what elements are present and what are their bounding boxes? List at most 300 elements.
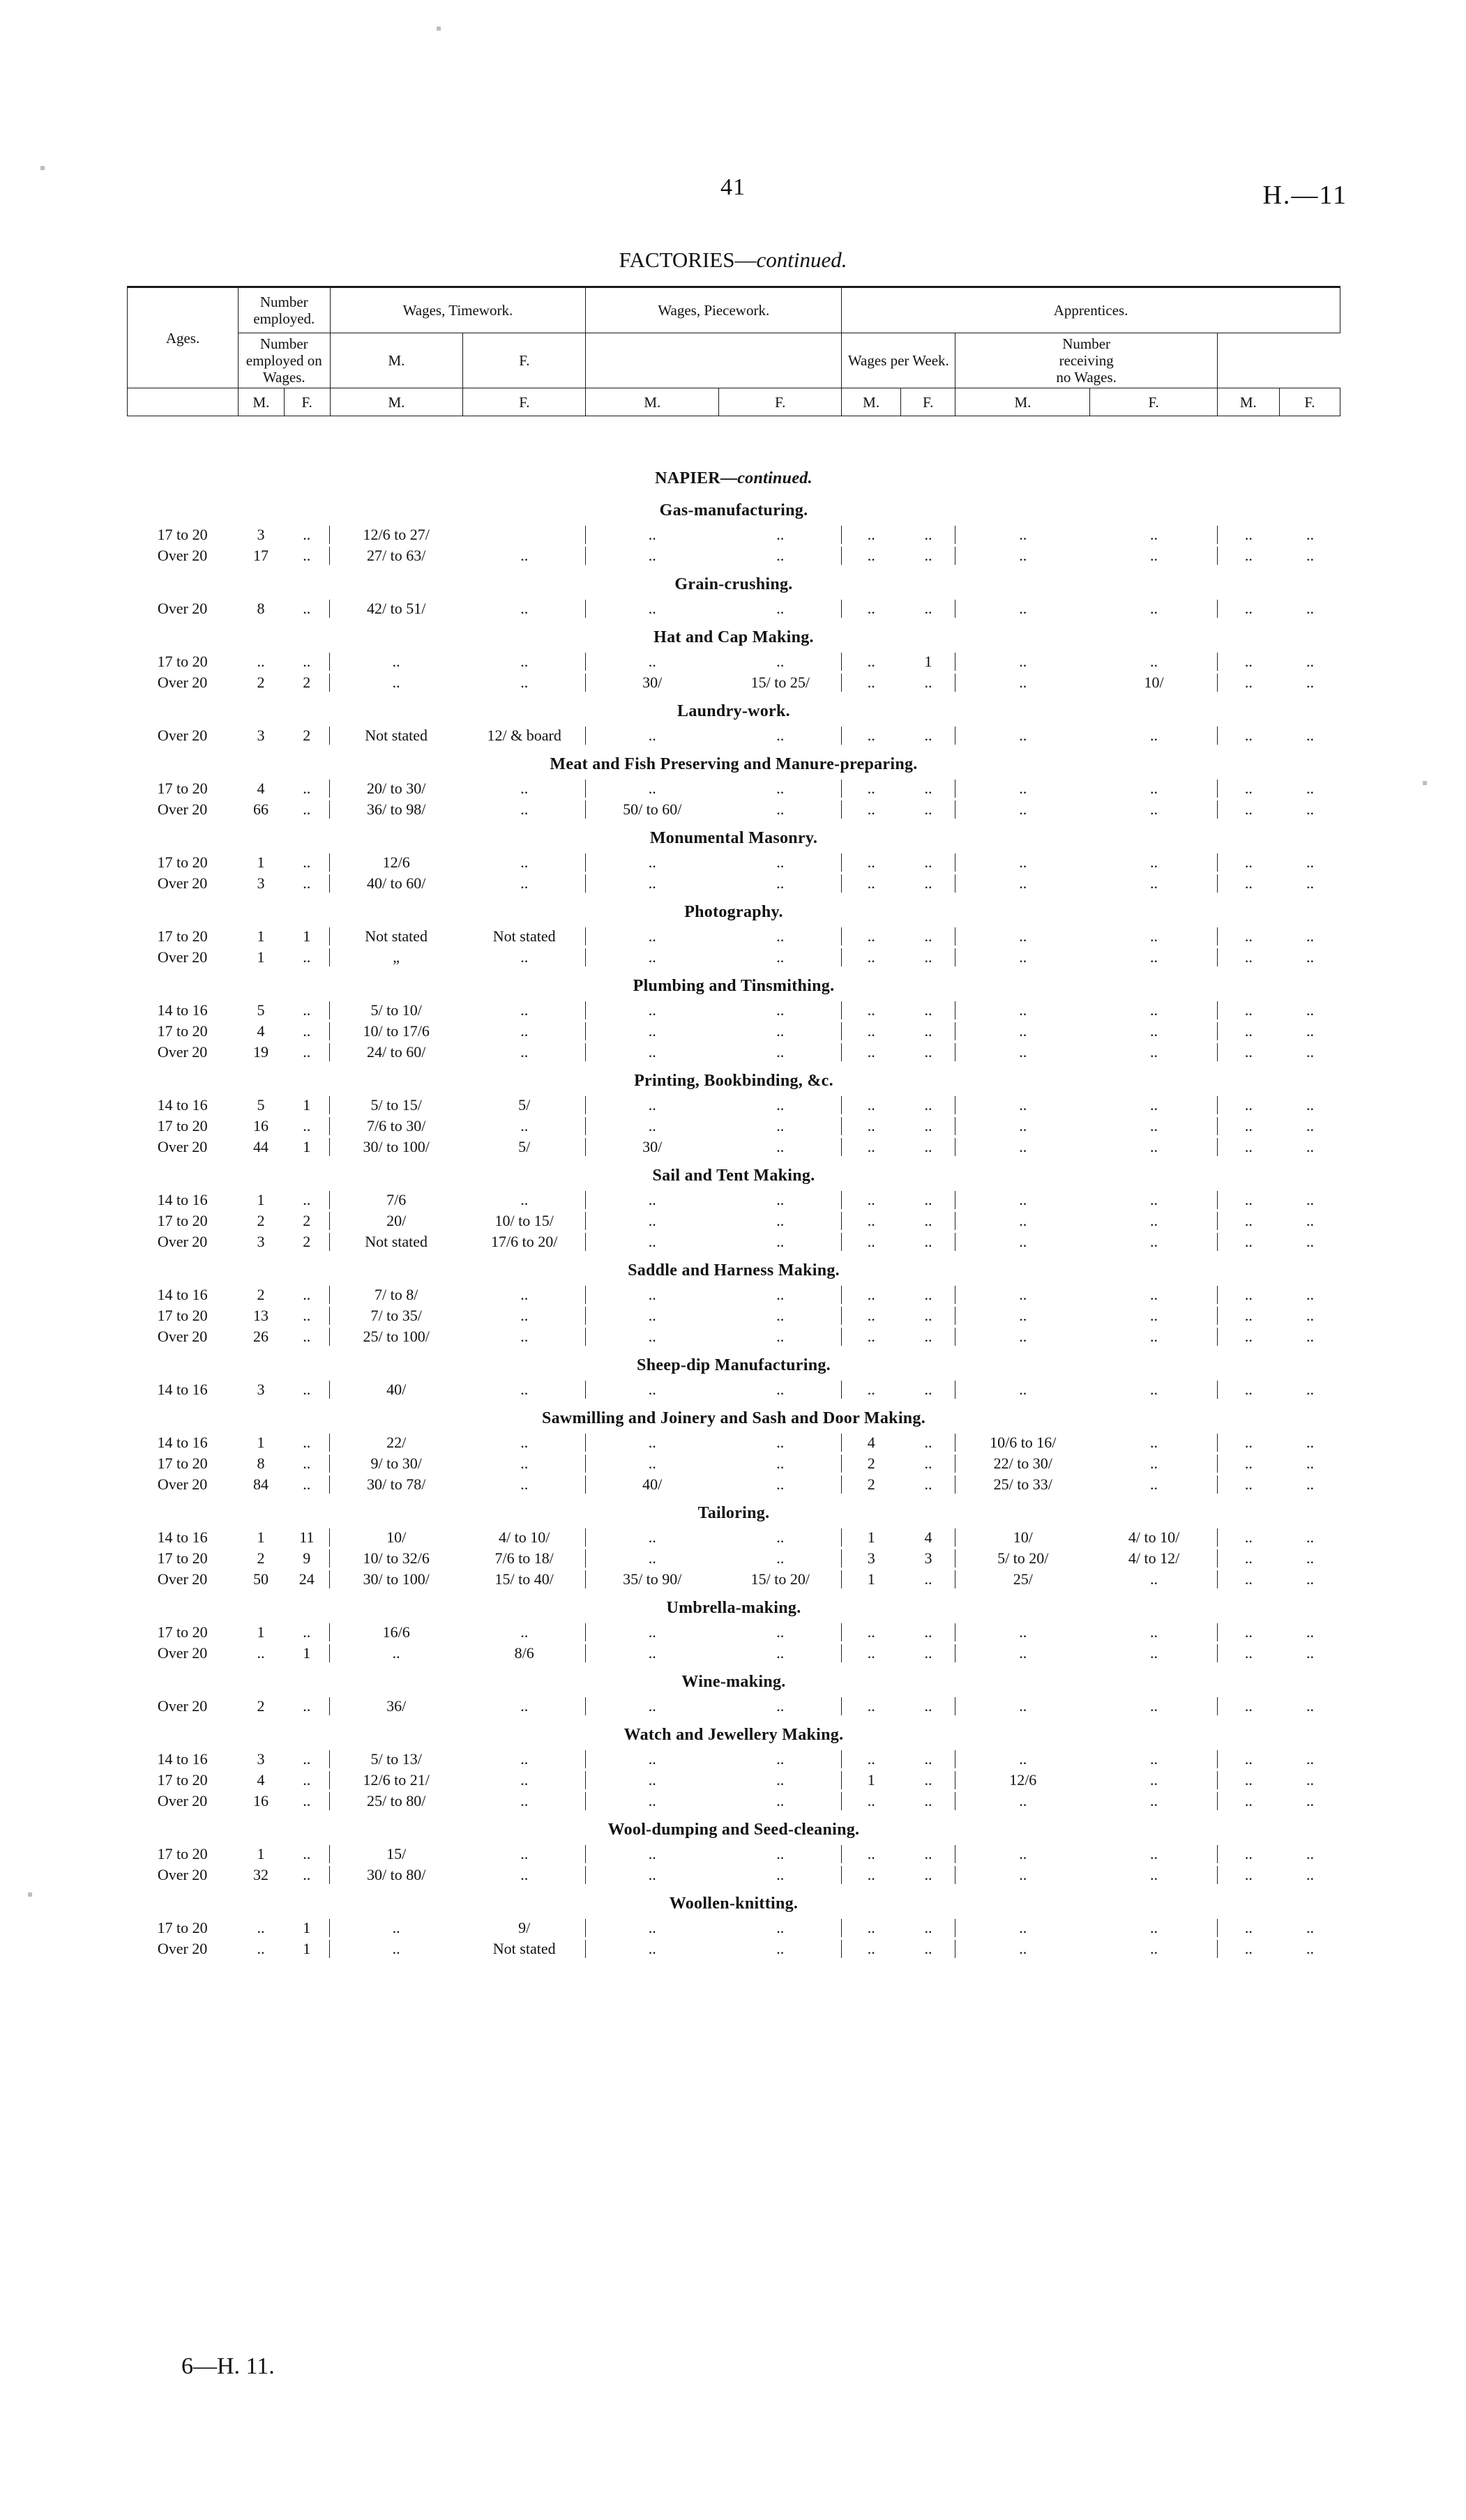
cell-an-m: .. (1244, 1096, 1253, 1114)
cell-an-m: .. (1244, 1919, 1253, 1937)
cell-wp-m: .. (648, 1381, 656, 1399)
cell-aw-m: .. (1019, 780, 1027, 798)
cell-ne-f: .. (284, 1305, 330, 1326)
cell-wt-f: .. (463, 545, 586, 566)
cell-wt-m: 7/ to 35/ (370, 1307, 422, 1325)
cell-aw-f: 10/ (1090, 672, 1217, 693)
cell-ap-f: .. (901, 1865, 956, 1885)
cell-an-m: .. (1244, 1792, 1253, 1810)
cell-wp-f: .. (719, 1379, 842, 1400)
cell-ap-m: .. (867, 1845, 875, 1863)
cell-wp-f: .. (719, 947, 842, 968)
cell-an-m: .. (1244, 1043, 1253, 1061)
cell-wt-f: .. (463, 1474, 586, 1495)
cell-wt-f: 4/ to 10/ (463, 1527, 586, 1548)
cell-ap-m: .. (867, 1644, 875, 1662)
table-row (127, 1042, 1340, 1063)
cell-ap-m: .. (867, 800, 875, 819)
cell-an-f: .. (1306, 927, 1314, 946)
table-row (127, 778, 1340, 799)
cell-ne-m: 3 (257, 526, 265, 544)
cell-wp-m: .. (648, 1919, 656, 1937)
cell-an-f: .. (1306, 526, 1314, 544)
cell-aw-m: .. (1019, 1096, 1027, 1114)
cell-ap-f: .. (901, 1844, 956, 1865)
cell-ne-f: 1 (284, 1938, 330, 1959)
cell-ap-m: .. (867, 1792, 875, 1810)
cell-ap-m: .. (867, 1096, 875, 1114)
cell-aw-m: 22/ to 30/ (993, 1455, 1052, 1473)
cell-wt-m: .. (392, 674, 400, 692)
cell-wt-m: 40/ to 60/ (366, 874, 426, 893)
cell-wt-f: .. (463, 651, 586, 672)
cell-aw-f: .. (1090, 1643, 1217, 1664)
industry-table (127, 1379, 1340, 1400)
industry-table (127, 1918, 1340, 1959)
cell-an-m: .. (1244, 1328, 1253, 1346)
cell-wp-m: .. (648, 600, 656, 618)
industry-heading: Sail and Tent Making. (652, 1167, 815, 1185)
cell-aw-f: .. (1090, 1231, 1217, 1252)
industry-heading: Hat and Cap Making. (653, 628, 814, 646)
cell-wt-m: „ (393, 948, 400, 966)
cell-aw-f: .. (1090, 1569, 1217, 1590)
cell-wp-m: .. (648, 1233, 656, 1251)
table-row (127, 672, 1340, 693)
cell-ne-m: 17 (253, 547, 269, 565)
header-ne-f: F. (463, 333, 586, 388)
cell-an-f: .. (1306, 1001, 1314, 1019)
cell-wp-f: .. (719, 1918, 842, 1938)
cell-wt-m: 25/ to 80/ (366, 1792, 426, 1810)
cell-wt-m: 10/ (386, 1528, 407, 1547)
cell-aw-m: .. (1019, 1212, 1027, 1230)
cell-ages: 14 to 16 (157, 1381, 208, 1399)
table-row (127, 1696, 1340, 1717)
cell-wt-f: 15/ to 40/ (463, 1569, 586, 1590)
cell-ap-f: 3 (901, 1548, 956, 1569)
cell-ages: 17 to 20 (157, 1307, 208, 1325)
cell-wp-m: .. (648, 1623, 656, 1641)
table-title (0, 248, 1466, 273)
cell-ne-f: .. (284, 1284, 330, 1305)
cell-ne-m: 32 (253, 1866, 269, 1884)
cell-wt-f: .. (463, 1284, 586, 1305)
cell-wt-m: 36/ (386, 1697, 407, 1715)
cell-ap-f: .. (901, 598, 956, 619)
cell-an-f: .. (1306, 1286, 1314, 1304)
cell-an-f: .. (1306, 1866, 1314, 1884)
cell-an-f: .. (1306, 674, 1314, 692)
cell-wp-m: 35/ to 90/ (623, 1570, 682, 1588)
cell-an-m: .. (1244, 1307, 1253, 1325)
cell-an-f: .. (1306, 1549, 1314, 1568)
cell-an-f: .. (1306, 1434, 1314, 1452)
cell-ne-f: .. (284, 1379, 330, 1400)
table-row (127, 1190, 1340, 1210)
cell-wp-m: .. (648, 1866, 656, 1884)
cell-ne-m: 5 (257, 1096, 265, 1114)
cell-aw-f: .. (1090, 873, 1217, 894)
cell-wt-f: .. (463, 1432, 586, 1453)
scan-speck (1423, 781, 1427, 785)
cell-an-m: .. (1244, 1455, 1253, 1473)
industry-heading: Tailoring. (697, 1504, 770, 1522)
cell-wt-m: 5/ to 15/ (370, 1096, 422, 1114)
cell-an-f: .. (1306, 1455, 1314, 1473)
table-row (127, 873, 1340, 894)
table-row (127, 1938, 1340, 1959)
cell-ne-m: 16 (253, 1792, 269, 1810)
cell-wt-f: 8/6 (463, 1643, 586, 1664)
cell-wp-m: 50/ to 60/ (623, 800, 682, 819)
cell-wp-f: .. (719, 1231, 842, 1252)
cell-aw-m: .. (1019, 853, 1027, 872)
cell-wt-m: 15/ (386, 1845, 407, 1863)
cell-aw-m: .. (1019, 727, 1027, 745)
cell-wp-f: .. (719, 1527, 842, 1548)
cell-aw-m: .. (1019, 1697, 1027, 1715)
cell-wp-f: .. (719, 545, 842, 566)
cell-ne-m: 84 (253, 1475, 269, 1494)
cell-an-f: .. (1306, 874, 1314, 893)
cell-wp-f: .. (719, 1474, 842, 1495)
cell-wt-f: 7/6 to 18/ (463, 1548, 586, 1569)
table-row (127, 598, 1340, 619)
cell-an-f: .. (1306, 853, 1314, 872)
cell-wt-f: .. (463, 778, 586, 799)
cell-wt-f: .. (463, 852, 586, 873)
cell-wt-m: 30/ to 80/ (366, 1866, 426, 1884)
cell-aw-f: .. (1090, 598, 1217, 619)
cell-wp-m: .. (648, 1771, 656, 1789)
cell-wp-m: .. (648, 1286, 656, 1304)
cell-ages: Over 20 (157, 1940, 208, 1958)
cell-ne-m: 3 (257, 1750, 265, 1768)
table-row (127, 651, 1340, 672)
cell-ne-m: 1 (257, 1191, 265, 1209)
cell-an-f: .. (1306, 1022, 1314, 1040)
cell-ages: Over 20 (157, 948, 208, 966)
industry-table (127, 524, 1340, 566)
cell-ap-m: 1 (867, 1528, 875, 1547)
cell-an-f: .. (1306, 727, 1314, 745)
cell-ages: Over 20 (157, 800, 208, 819)
cell-an-f: .. (1306, 1328, 1314, 1346)
cell-ne-m: 2 (257, 1697, 265, 1715)
cell-wt-m: Not stated (365, 1233, 428, 1251)
cell-wp-m: .. (648, 948, 656, 966)
cell-ap-f: .. (901, 672, 956, 693)
cell-ne-f: .. (284, 524, 330, 545)
cell-wp-f: .. (719, 1643, 842, 1664)
cell-wt-f: .. (463, 1021, 586, 1042)
cell-ne-m: 3 (257, 727, 265, 745)
cell-wp-f: .. (719, 1284, 842, 1305)
cell-ap-m: .. (867, 780, 875, 798)
scan-speck (40, 166, 45, 170)
cell-an-m: .. (1244, 1191, 1253, 1209)
table-row (127, 1432, 1340, 1453)
cell-an-m: .. (1244, 526, 1253, 544)
cell-an-m: .. (1244, 1001, 1253, 1019)
industry-heading: Printing, Bookbinding, &c. (634, 1072, 833, 1090)
cell-wt-m: Not stated (365, 927, 428, 946)
cell-aw-m: .. (1019, 1043, 1027, 1061)
cell-an-m: .. (1244, 674, 1253, 692)
cell-ages: Over 20 (157, 600, 208, 618)
cell-an-m: .. (1244, 780, 1253, 798)
cell-ap-f: .. (901, 1938, 956, 1959)
cell-wp-f: .. (719, 524, 842, 545)
cell-ne-m: 8 (257, 1455, 265, 1473)
cell-wp-m: .. (648, 526, 656, 544)
cell-wt-m: 7/ to 8/ (374, 1286, 418, 1304)
cell-aw-m: .. (1019, 1191, 1027, 1209)
cell-ne-f: .. (284, 852, 330, 873)
cell-wt-f: .. (463, 1326, 586, 1347)
cell-aw-m: .. (1019, 1750, 1027, 1768)
cell-ne-m: 1 (257, 948, 265, 966)
cell-aw-m: .. (1019, 526, 1027, 544)
cell-ap-m: .. (867, 1001, 875, 1019)
cell-ne-f: .. (284, 651, 330, 672)
cell-aw-m: .. (1019, 1623, 1027, 1641)
cell-wt-m: 20/ to 30/ (366, 780, 426, 798)
table-row (127, 852, 1340, 873)
cell-aw-f: .. (1090, 1284, 1217, 1305)
cell-ages: 14 to 16 (157, 1286, 208, 1304)
table-row (127, 1379, 1340, 1400)
header-ap-f: F. (901, 388, 955, 416)
cell-ages: 17 to 20 (157, 927, 208, 946)
cell-ne-m: 8 (257, 600, 265, 618)
cell-aw-m: .. (1019, 1845, 1027, 1863)
cell-ne-f: .. (284, 1432, 330, 1453)
cell-aw-f: .. (1090, 1137, 1217, 1157)
cell-ne-m: .. (257, 1940, 265, 1958)
cell-an-f: .. (1306, 1381, 1314, 1399)
cell-ne-f: 2 (284, 725, 330, 746)
cell-ne-f: .. (284, 1865, 330, 1885)
cell-ages: 17 to 20 (157, 1771, 208, 1789)
cell-wp-f: .. (719, 725, 842, 746)
cell-an-m: .. (1244, 1381, 1253, 1399)
cell-ap-f: .. (901, 1284, 956, 1305)
cell-aw-f: .. (1090, 1791, 1217, 1812)
cell-ne-f: 1 (284, 1643, 330, 1664)
cell-aw-m: .. (1019, 1919, 1027, 1937)
cell-ap-f: .. (901, 1622, 956, 1643)
header-number-employed: Number employed. (239, 287, 330, 333)
header-ages-blank (128, 388, 239, 416)
cell-ap-f: .. (901, 1305, 956, 1326)
cell-ne-m: 1 (257, 1528, 265, 1547)
cell-wt-m: 22/ (386, 1434, 407, 1452)
cell-wt-f: .. (463, 873, 586, 894)
cell-ap-m: .. (867, 1328, 875, 1346)
cell-ages: 14 to 16 (157, 1191, 208, 1209)
cell-ne-m: 1 (257, 1845, 265, 1863)
cell-wp-f: .. (719, 799, 842, 820)
cell-wp-f: .. (719, 651, 842, 672)
cell-wt-m: 7/6 (386, 1191, 407, 1209)
document-code: H.—11 (1262, 181, 1347, 210)
cell-wt-f: .. (463, 598, 586, 619)
cell-an-m: .. (1244, 1022, 1253, 1040)
industry-table (127, 1190, 1340, 1252)
cell-an-m: .. (1244, 1117, 1253, 1135)
cell-wt-f: .. (463, 1622, 586, 1643)
cell-ages: Over 20 (157, 674, 208, 692)
industry-heading: Meat and Fish Preserving and Manure-preparing. (550, 755, 918, 773)
cell-ap-m: .. (867, 653, 875, 671)
district-continued: continued. (737, 469, 813, 487)
cell-an-m: .. (1244, 1138, 1253, 1156)
cell-ages: 17 to 20 (157, 1022, 208, 1040)
cell-ne-m: .. (257, 1919, 265, 1937)
cell-ne-m: 66 (253, 800, 269, 819)
cell-an-f: .. (1306, 1212, 1314, 1230)
table-row (127, 1643, 1340, 1664)
cell-ap-m: .. (867, 1117, 875, 1135)
cell-wp-f: 15/ to 20/ (719, 1569, 842, 1590)
cell-ap-m: .. (867, 853, 875, 872)
cell-an-m: .. (1244, 547, 1253, 565)
cell-ap-m: 1 (867, 1771, 875, 1789)
cell-aw-f: .. (1090, 1190, 1217, 1210)
table-row (127, 725, 1340, 746)
cell-ne-f: .. (284, 1000, 330, 1021)
cell-wt-m: 24/ to 60/ (366, 1043, 426, 1061)
table-row (127, 1210, 1340, 1231)
cell-ages: 17 to 20 (157, 1549, 208, 1568)
cell-wt-f: .. (463, 1305, 586, 1326)
cell-an-f: .. (1306, 780, 1314, 798)
table-row (127, 1137, 1340, 1157)
cell-wt-m: 30/ to 100/ (363, 1570, 430, 1588)
cell-wp-f: .. (719, 1622, 842, 1643)
cell-wp-m: .. (648, 1750, 656, 1768)
cell-ap-m: .. (867, 1043, 875, 1061)
table-row (127, 1116, 1340, 1137)
header-aw-f: F. (1090, 388, 1217, 416)
cell-ap-m: .. (867, 1212, 875, 1230)
cell-wt-f: .. (463, 1116, 586, 1137)
table-header-block (127, 286, 1340, 416)
cell-aw-m: .. (1019, 1381, 1027, 1399)
cell-ages: 14 to 16 (157, 1001, 208, 1019)
cell-ages: 17 to 20 (157, 1117, 208, 1135)
cell-wp-f: .. (719, 778, 842, 799)
cell-wp-m: .. (648, 1792, 656, 1810)
cell-ne-f: .. (284, 1696, 330, 1717)
cell-ages: Over 20 (157, 1475, 208, 1494)
industry-heading: Woollen-knitting. (669, 1895, 799, 1913)
scan-speck (28, 1892, 32, 1897)
cell-wp-f: 15/ to 25/ (719, 672, 842, 693)
cell-wt-m: 7/6 to 30/ (366, 1117, 426, 1135)
cell-ne-f: .. (284, 1749, 330, 1770)
cell-wt-m: 20/ (386, 1212, 407, 1230)
cell-ages: Over 20 (157, 1328, 208, 1346)
cell-wt-m: 12/6 to 21/ (363, 1771, 430, 1789)
cell-ap-m: .. (867, 1286, 875, 1304)
cell-wp-f: .. (719, 1770, 842, 1791)
cell-aw-f: .. (1090, 852, 1217, 873)
industry-table (127, 651, 1340, 693)
cell-aw-f: 4/ to 10/ (1090, 1527, 1217, 1548)
cell-wp-f: .. (719, 1305, 842, 1326)
scan-speck (437, 26, 441, 31)
cell-ap-f: .. (901, 725, 956, 746)
cell-aw-m: .. (1019, 1117, 1027, 1135)
cell-an-f: .. (1306, 1623, 1314, 1641)
cell-ne-f: .. (284, 799, 330, 820)
cell-an-m: .. (1244, 1771, 1253, 1789)
cell-wp-m: .. (648, 1644, 656, 1662)
header-wages-timework: Wages, Timework. (330, 287, 586, 333)
cell-ages: Over 20 (157, 547, 208, 565)
cell-an-f: .. (1306, 1191, 1314, 1209)
cell-ages: Over 20 (157, 1138, 208, 1156)
cell-ap-f: .. (901, 1210, 956, 1231)
cell-ap-f: .. (901, 1474, 956, 1495)
cell-wp-m: 30/ (642, 1138, 663, 1156)
cell-wp-f: .. (719, 1938, 842, 1959)
cell-wp-m: .. (648, 1328, 656, 1346)
cell-ne-f: .. (284, 1021, 330, 1042)
header-wp-m: M. (586, 388, 719, 416)
page-number: 41 (720, 174, 746, 200)
cell-aw-f: .. (1090, 1749, 1217, 1770)
cell-wt-f: 5/ (463, 1095, 586, 1116)
header-an-f: F. (1279, 388, 1340, 416)
cell-an-m: .. (1244, 1528, 1253, 1547)
cell-aw-f: 4/ to 12/ (1090, 1548, 1217, 1569)
cell-ne-m: .. (257, 653, 265, 671)
cell-ages: Over 20 (157, 874, 208, 893)
table-row (127, 1326, 1340, 1347)
cell-wp-m: .. (648, 1528, 656, 1547)
cell-wt-f: Not stated (463, 1938, 586, 1959)
header-ap-m: M. (842, 388, 901, 416)
cell-wp-m: .. (648, 1117, 656, 1135)
table-row (127, 1622, 1340, 1643)
cell-aw-m: .. (1019, 874, 1027, 893)
cell-ne-m: 2 (257, 1286, 265, 1304)
industry-heading: Photography. (684, 903, 783, 921)
cell-wp-m: .. (648, 1434, 656, 1452)
cell-an-f: .. (1306, 1570, 1314, 1588)
header-ne-m: M. (330, 333, 463, 388)
header-apprentices: Apprentices. (842, 287, 1340, 333)
cell-aw-m: 5/ to 20/ (997, 1549, 1049, 1568)
cell-wp-m: .. (648, 1022, 656, 1040)
cell-an-f: .. (1306, 800, 1314, 819)
cell-wt-f: .. (463, 1000, 586, 1021)
cell-an-m: .. (1244, 1549, 1253, 1568)
cell-wt-f: .. (463, 1791, 586, 1812)
cell-wp-f: .. (719, 852, 842, 873)
cell-an-f: .. (1306, 1919, 1314, 1937)
cell-wp-f: .. (719, 873, 842, 894)
cell-aw-f: .. (1090, 1844, 1217, 1865)
cell-an-m: .. (1244, 948, 1253, 966)
cell-aw-f: .. (1090, 1453, 1217, 1474)
table-title-main: FACTORIES— (619, 248, 757, 272)
cell-an-f: .. (1306, 653, 1314, 671)
